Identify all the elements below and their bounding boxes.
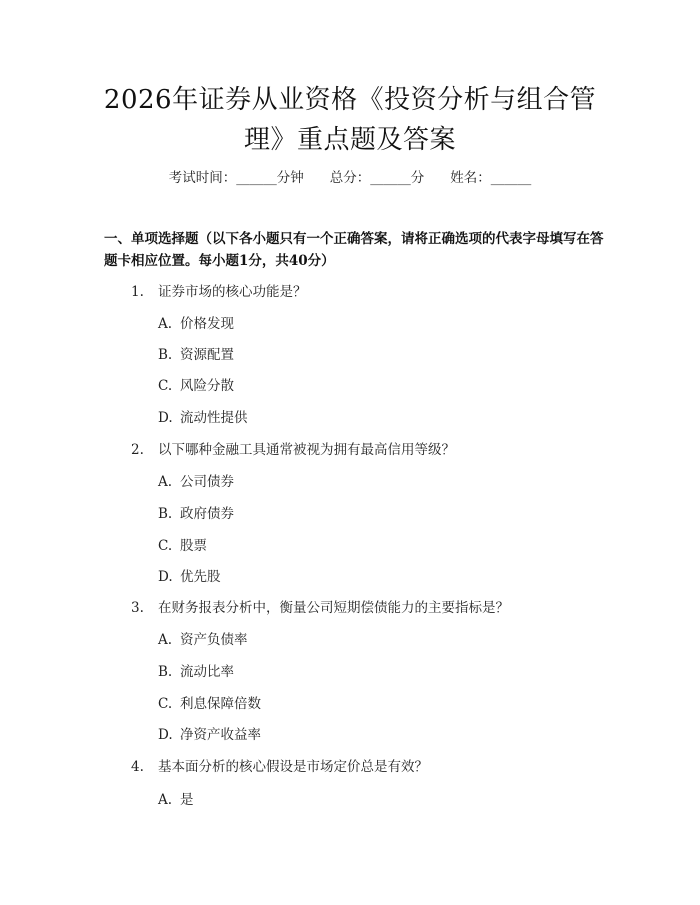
question-text: 基本面分析的核心假设是市场定价总是有效？ xyxy=(158,759,428,775)
question-number: 4. xyxy=(131,759,144,775)
option-letter: C. xyxy=(158,378,173,394)
name-field: 姓名：______ xyxy=(450,170,532,186)
question-3 xyxy=(131,598,509,618)
option-text: 公司债券 xyxy=(180,474,234,490)
q2-option-d xyxy=(158,567,221,587)
question-number: 2. xyxy=(131,442,144,458)
q1-option-b xyxy=(158,345,234,365)
option-letter: A. xyxy=(158,316,173,332)
option-text: 优先股 xyxy=(180,569,221,585)
option-text: 价格发现 xyxy=(180,316,234,332)
question-1 xyxy=(131,282,307,302)
question-text: 在财务报表分析中，衡量公司短期偿债能力的主要指标是？ xyxy=(158,600,509,616)
option-text: 政府债券 xyxy=(180,506,234,522)
q1-option-d xyxy=(158,408,248,428)
option-letter: A. xyxy=(158,632,173,648)
q1-option-c xyxy=(158,376,234,396)
document-title: 2026年证券从业资格《投资分析与组合管理》重点题及答案 xyxy=(103,85,597,155)
option-text: 利息保障倍数 xyxy=(180,696,261,712)
option-letter: A. xyxy=(158,474,173,490)
option-text: 风险分散 xyxy=(180,378,234,394)
option-text: 流动比率 xyxy=(180,664,234,680)
question-2 xyxy=(131,440,455,460)
q4-option-a xyxy=(158,790,194,810)
q3-option-b xyxy=(158,662,234,682)
q3-option-d xyxy=(158,725,261,745)
section-heading: 一、单项选择题（以下各小题只有一个正确答案，请将正确选项的代表字母填写在答题卡相应位置。每小题1分，共40分） xyxy=(104,231,604,269)
option-letter: D. xyxy=(158,727,173,743)
q3-option-c xyxy=(158,694,261,714)
q2-option-c xyxy=(158,536,207,556)
q2-option-b xyxy=(158,504,234,524)
total-score-field: 总分：______分 xyxy=(329,170,425,186)
option-letter: B. xyxy=(158,347,173,363)
q3-option-a xyxy=(158,630,248,650)
option-letter: B. xyxy=(158,664,173,680)
question-number: 3. xyxy=(131,600,144,616)
option-letter: A. xyxy=(158,792,173,808)
q2-option-a xyxy=(158,472,234,492)
option-letter: C. xyxy=(158,696,173,712)
option-letter: D. xyxy=(158,569,173,585)
option-text: 股票 xyxy=(180,538,207,554)
exam-time-field: 考试时间：______分钟 xyxy=(168,170,304,186)
option-text: 资产负债率 xyxy=(180,632,248,648)
q1-option-a xyxy=(158,314,234,334)
option-letter: B. xyxy=(158,506,173,522)
question-text: 以下哪种金融工具通常被视为拥有最高信用等级？ xyxy=(158,442,455,458)
option-text: 资源配置 xyxy=(180,347,234,363)
question-text: 证券市场的核心功能是？ xyxy=(158,284,307,300)
question-4 xyxy=(131,757,428,777)
option-letter: C. xyxy=(158,538,173,554)
question-number: 1. xyxy=(131,284,144,300)
option-letter: D. xyxy=(158,410,173,426)
option-text: 是 xyxy=(180,792,194,808)
option-text: 净资产收益率 xyxy=(180,727,261,743)
option-text: 流动性提供 xyxy=(180,410,248,426)
exam-meta-line xyxy=(0,168,700,188)
